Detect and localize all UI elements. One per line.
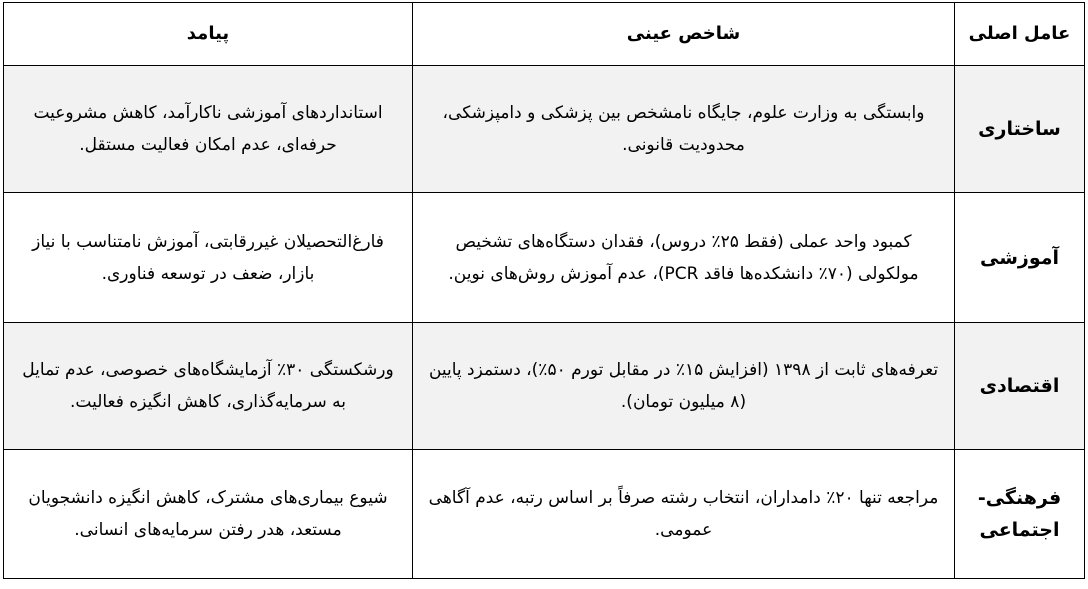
- table-row-educational: [4, 193, 1085, 323]
- row-indicator-cell: تعرفه‌های ثابت از ۱۳۹۸ (افزایش ۱۵٪ در مقابل تورم ۵۰٪)، دستمزد پایین (۸ میلیون تومان).: [413, 323, 955, 450]
- header-outcome: پیامد: [4, 3, 413, 66]
- row-outcome-cell: فارغ‌التحصیلان غیررقابتی، آموزش نامتناسب با نیاز بازار، ضعف در توسعه فناوری.: [4, 193, 413, 323]
- factors-table-container: [3, 2, 1084, 579]
- table-row-socio-cultural: [4, 450, 1085, 579]
- table-header-row: [4, 3, 1085, 66]
- row-indicator-cell: مراجعه تنها ۲۰٪ دامداران، انتخاب رشته صرفاً بر اساس رتبه، عدم آگاهی عمومی.: [413, 450, 955, 579]
- row-factor-cell: اقتصادی: [955, 323, 1085, 450]
- row-factor-cell: ساختاری: [955, 66, 1085, 193]
- row-factor-cell: آموزشی: [955, 193, 1085, 323]
- header-main-factor: عامل اصلی: [955, 3, 1085, 66]
- table-row-economic: [4, 323, 1085, 450]
- row-indicator-cell: وابستگی به وزارت علوم، جایگاه نامشخص بین پزشکی و دامپزشکی، محدودیت قانونی.: [413, 66, 955, 193]
- row-outcome-cell: ورشکستگی ۳۰٪ آزمایشگاه‌های خصوصی، عدم تمایل به سرمایه‌گذاری، کاهش انگیزه فعالیت.: [4, 323, 413, 450]
- table-row-structural: [4, 66, 1085, 193]
- factors-table: [3, 2, 1085, 579]
- header-objective-indicator: شاخص عینی: [413, 3, 955, 66]
- row-outcome-cell: استانداردهای آموزشی ناکارآمد، کاهش مشروعیت حرفه‌ای، عدم امکان فعالیت مستقل.: [4, 66, 413, 193]
- row-indicator-cell: کمبود واحد عملی (فقط ۲۵٪ دروس)، فقدان دستگاه‌های تشخیص مولکولی (۷۰٪ دانشکده‌ها فاقد PCR)، عدم آموزش روش‌های نوین.: [413, 193, 955, 323]
- row-outcome-cell: شیوع بیماری‌های مشترک، کاهش انگیزه دانشجویان مستعد، هدر رفتن سرمایه‌های انسانی.: [4, 450, 413, 579]
- row-factor-cell: فرهنگی- اجتماعی: [955, 450, 1085, 579]
